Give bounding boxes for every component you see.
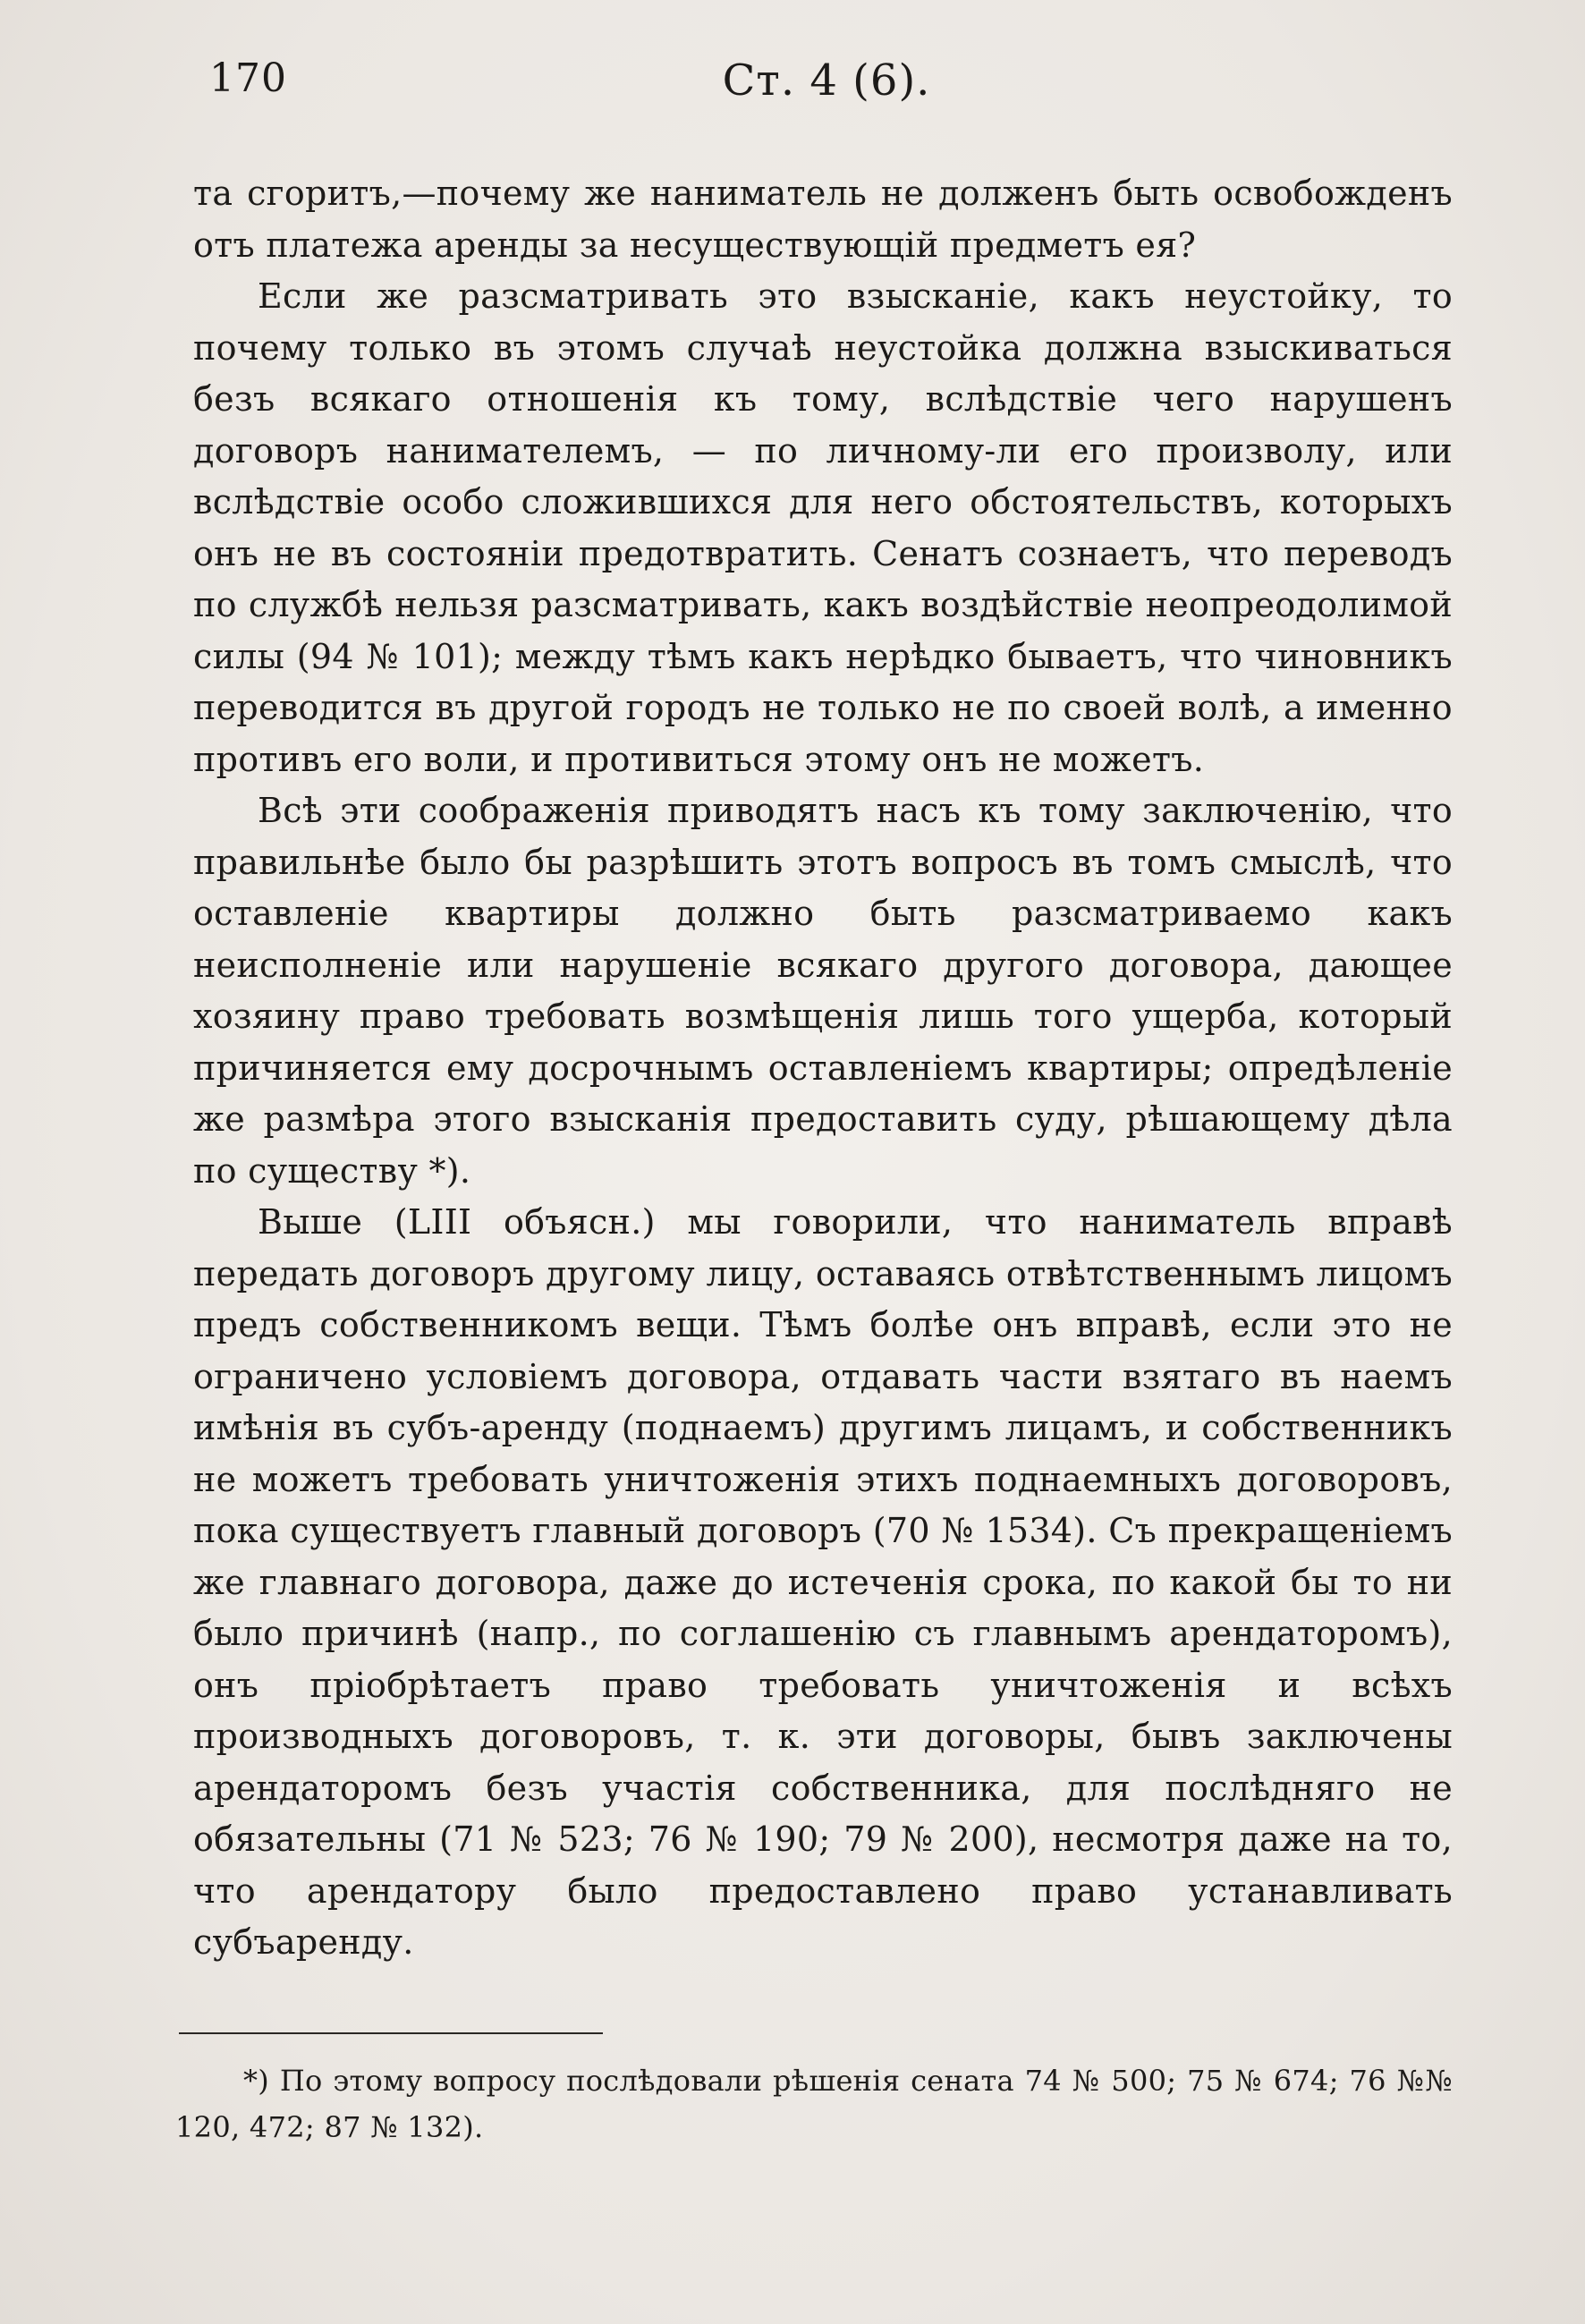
footnote-rule: [179, 2032, 603, 2034]
footnote: [175, 2057, 1453, 2150]
paragraph-2: Если же разсматривать это взысканіе, какъ неустойку, то почему только въ этомъ случаѣ неустойка должна взыскиваться безъ всякаго отношенія къ тому, вслѣдствіе чего нарушенъ договоръ нанимателемъ, — по личному-ли его произволу, или вслѣдствіе особо сложившихся для него обстоятельствъ, которыхъ онъ не въ состояніи предотвратить. Сенатъ сознаетъ, что переводъ по службѣ нельзя разсматривать, какъ воздѣйствіе неопреодолимой силы (94 № 101); между тѣмъ какъ нерѣдко бываетъ, что чиновникъ переводится въ другой городъ не только не по своей волѣ, а именно противъ его воли, и противиться этому онъ не можетъ.: [193, 276, 1453, 779]
main-text: [193, 168, 1453, 1969]
page-header: [209, 55, 1444, 118]
paragraph-1: та сгоритъ,—почему же наниматель не долженъ быть освобожденъ отъ платежа аренды за несуществующій предметъ ея?: [193, 174, 1453, 265]
page-number: 170: [209, 55, 287, 101]
running-head: Ст. 4 (6).: [722, 55, 931, 106]
paragraph-4: Выше (LIII объясн.) мы говорили, что наниматель вправѣ передать договоръ другому лицу, оставаясь отвѣтственнымъ лицомъ предъ собственникомъ вещи. Тѣмъ болѣе онъ вправѣ, если это не ограничено условіемъ договора, отдавать части взятаго въ наемъ имѣнія въ субъ-аренду (поднаемъ) другимъ лицамъ, и собственникъ не можетъ требовать уничтоженія этихъ поднаемныхъ договоровъ, пока существуетъ главный договоръ (70 № 1534). Съ прекращеніемъ же главнаго договора, даже до истеченія срока, по какой бы то ни было причинѣ (напр., по соглашенію съ главнымъ арендаторомъ), онъ пріобрѣтаетъ право требовать уничтоженія и всѣхъ производныхъ договоровъ, т. к. эти договоры, бывъ заключены арендаторомъ безъ участія собственника, для послѣдняго не обязательны (71 № 523; 76 № 190; 79 № 200), несмотря даже на то, что арендатору было предоставлено право устанавливать субъаренду.: [193, 1202, 1453, 1962]
paragraph-3: Всѣ эти соображенія приводятъ насъ къ тому заключенію, что правильнѣе было бы разрѣшить этотъ вопросъ въ томъ смыслѣ, что оставленіе квартиры должно быть разсматриваемо какъ неисполненіе или нарушеніе всякаго другого договора, дающее хозяину право требовать возмѣщенія лишь того ущерба, который причиняется ему досрочнымъ оставленіемъ квартиры; опредѣленіе же размѣра этого взысканія предоставить суду, рѣшающему дѣла по существу *).: [193, 791, 1453, 1191]
footnote-text: *) По этому вопросу послѣдовали рѣшенія сената 74 № 500; 75 № 674; 76 №№ 120, 472; 87 № 132).: [175, 2064, 1453, 2144]
